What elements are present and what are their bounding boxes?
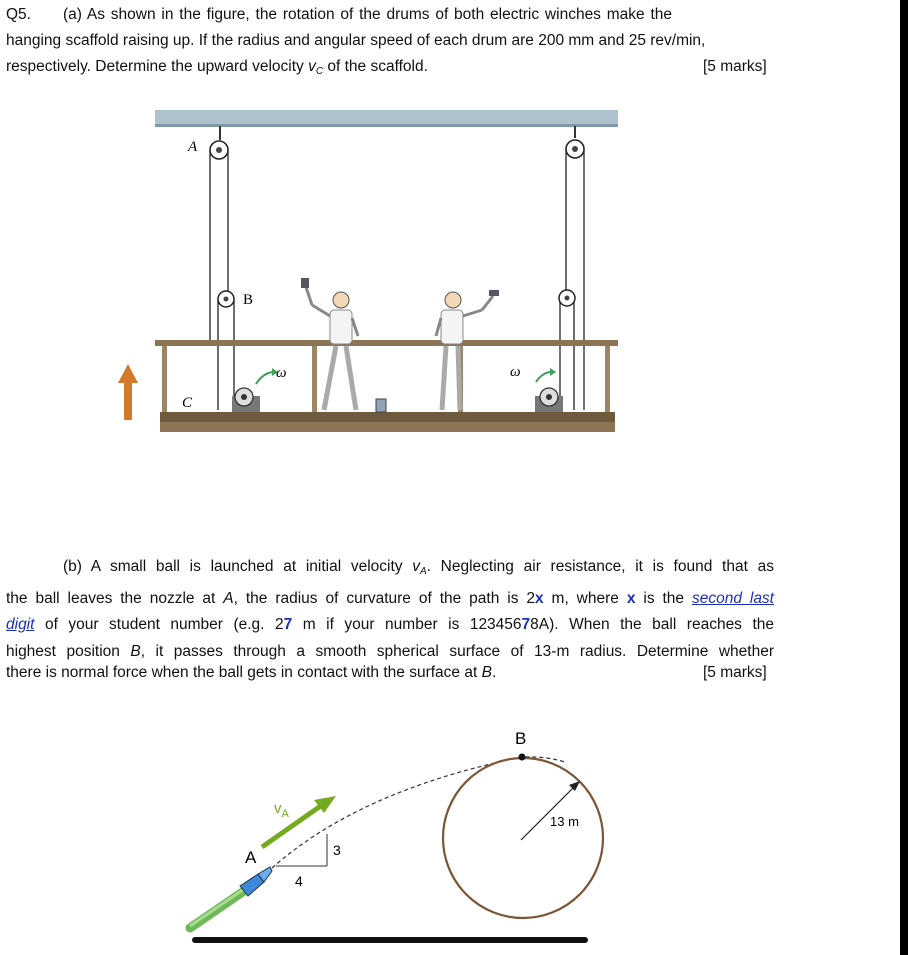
- part-b-line-4-suffix: , it passes through a smooth spherical surface of 13-m radius. Determine whether: [140, 642, 774, 660]
- ground-line: [192, 937, 588, 943]
- label-va-main: v: [274, 800, 282, 817]
- scaffold-figure: [0, 0, 908, 460]
- part-b-line-5: [6, 660, 496, 687]
- var-vc-sub: C: [315, 66, 324, 77]
- second-last-link[interactable]: second last: [691, 589, 774, 607]
- pulley-a-icon: [210, 141, 228, 159]
- part-b-line-1-prefix: (b) A small ball is launched at initial velocity: [63, 558, 413, 575]
- label-va: [274, 800, 290, 820]
- part-a-marks: [5 marks]: [703, 58, 767, 75]
- label-radius: 13 m: [550, 814, 579, 829]
- slope-triangle: [276, 834, 327, 866]
- label-omega-left: ω: [276, 365, 287, 381]
- var-x-bold: x: [535, 589, 544, 607]
- label-slope-run: 4: [295, 873, 303, 889]
- winch-right-icon: [535, 388, 563, 412]
- part-b-line-1: [6, 554, 774, 586]
- label-b-top: B: [515, 729, 527, 748]
- part-a-line-1: (a) As shown in the figure, the rotation of the drums of both electric winches make the: [63, 6, 672, 23]
- part-b-paragraph: [6, 554, 774, 665]
- part-b-line-2-prefix: the ball leaves the nozzle at: [6, 589, 224, 607]
- trajectory-figure: [0, 700, 908, 955]
- part-b-line-2-mid: , the radius of curvature of the path is 2: [233, 589, 535, 607]
- label-omega-right: ω: [510, 364, 521, 380]
- part-b-line-2: [6, 586, 774, 613]
- part-b-line-5-prefix: there is normal force when the ball gets in contact with the surface at: [6, 664, 482, 681]
- label-c: C: [182, 395, 193, 411]
- part-a-line-3-suffix: of the scaffold.: [323, 58, 428, 75]
- point-a-ref: A: [223, 589, 234, 607]
- question-number: Q5.: [6, 6, 31, 23]
- ceiling-beam: [155, 110, 618, 126]
- var-x-bold-2: x: [626, 589, 636, 607]
- part-b-line-3-suffix: 8A). When the ball reaches the: [530, 616, 774, 633]
- paint-bucket-icon: [376, 399, 386, 412]
- var-vc: v: [308, 58, 316, 75]
- part-b-line-2-mid3: is the: [635, 589, 692, 607]
- digit-seven-bold-2: 7: [521, 616, 531, 633]
- part-a-line-3-prefix: respectively. Determine the upward velocity: [6, 58, 309, 75]
- digit-seven-bold: 7: [283, 616, 293, 633]
- part-b-line-5-suffix: .: [491, 664, 497, 681]
- upward-arrow-icon: [118, 364, 138, 420]
- part-b-line-3: [6, 612, 774, 639]
- label-a: A: [188, 139, 198, 155]
- point-b-ref-2: B: [481, 664, 492, 681]
- scaffold-deck: [160, 412, 615, 422]
- digit-link[interactable]: digit: [6, 616, 35, 633]
- label-a-nozzle: A: [245, 848, 257, 867]
- part-b-line-3-prefix: of your student number (e.g. 2: [34, 616, 284, 633]
- part-b-marks: [5 marks]: [703, 664, 767, 681]
- pulley-lower-right-icon: [559, 290, 575, 306]
- var-va-sub: A: [420, 566, 427, 577]
- trajectory-path: [272, 757, 565, 868]
- var-va: v: [412, 558, 420, 575]
- part-a-line-2: hanging scaffold raising up. If the radius and angular speed of each drum are 200 mm and 25 rev/min,: [6, 32, 706, 49]
- part-b-line-2-mid2: m, where: [543, 589, 627, 607]
- part-b-line-3-mid: m if your number is 123456: [292, 616, 522, 633]
- worker-right-icon: [436, 290, 499, 410]
- ball-at-b: [519, 754, 526, 761]
- pulley-top-right-icon: [566, 140, 584, 158]
- part-b-line-1-suffix: . Neglecting air resistance, it is found that as: [426, 558, 774, 575]
- point-b-ref: B: [130, 642, 141, 660]
- pulley-b-icon: [218, 291, 234, 307]
- label-va-sub: A: [281, 808, 289, 820]
- winch-left-icon: [232, 388, 260, 412]
- radius-arrow-icon: [521, 781, 580, 840]
- nozzle-icon: [190, 867, 272, 928]
- railing-top: [155, 340, 618, 346]
- label-b: B: [243, 292, 254, 308]
- label-slope-rise: 3: [333, 842, 341, 858]
- part-b-line-4-prefix: highest position: [6, 642, 131, 660]
- page-edge-bar: [900, 0, 908, 955]
